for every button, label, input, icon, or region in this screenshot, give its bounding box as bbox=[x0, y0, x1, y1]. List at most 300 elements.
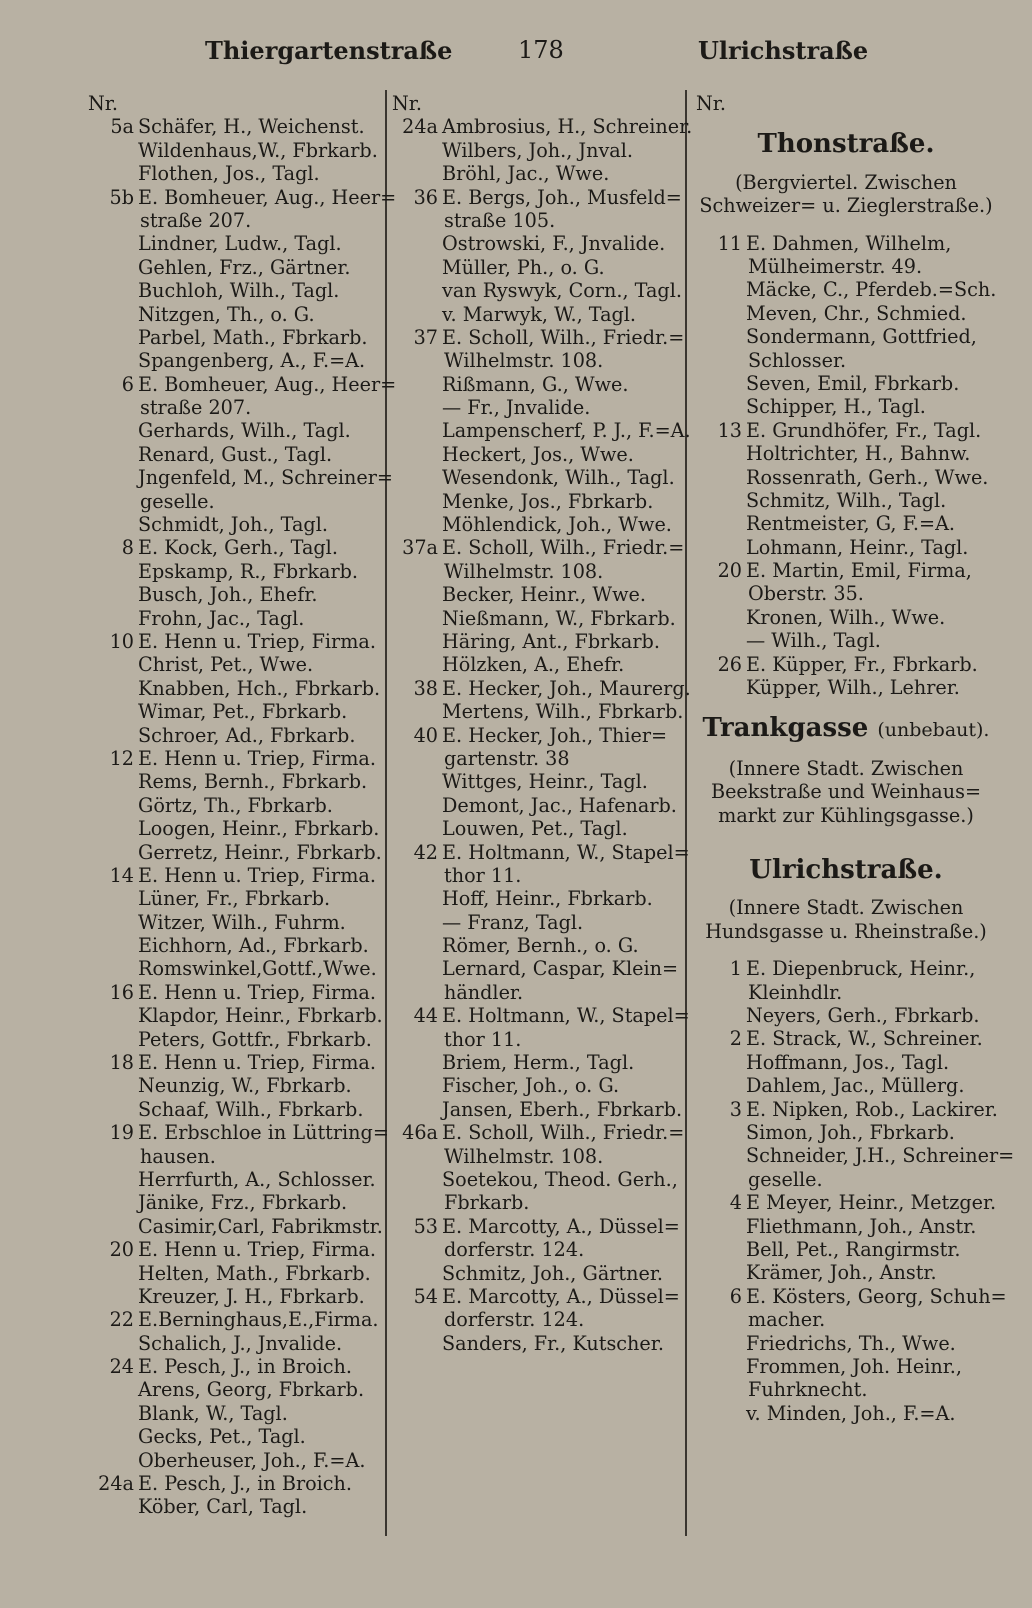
section-spacer bbox=[696, 218, 996, 232]
directory-entry bbox=[696, 957, 996, 980]
entry-text: geselle. bbox=[140, 489, 215, 513]
entry-text: thor 11. bbox=[444, 863, 522, 887]
directory-entry bbox=[88, 1191, 388, 1214]
entry-text: Schmitz, Joh., Gärtner. bbox=[442, 1261, 664, 1285]
directory-entry bbox=[88, 1472, 388, 1495]
directory-entry bbox=[88, 1168, 388, 1191]
house-number: 24a bbox=[402, 115, 438, 139]
directory-entry bbox=[88, 419, 388, 442]
directory-entry bbox=[392, 396, 682, 419]
directory-entry bbox=[88, 770, 388, 793]
entry-text: E. Scholl, Wilh., Friedr.= bbox=[442, 1121, 685, 1145]
directory-entry bbox=[392, 700, 682, 723]
house-number: 10 bbox=[109, 629, 134, 653]
entry-text: E. Henn u. Triep, Firma. bbox=[138, 1051, 376, 1075]
directory-entry bbox=[392, 724, 682, 747]
entry-text: Bröhl, Jac., Wwe. bbox=[442, 162, 610, 186]
directory-entry bbox=[88, 1262, 388, 1285]
entry-text: Hoffmann, Jos., Tagl. bbox=[746, 1050, 950, 1074]
page-number: 178 bbox=[518, 36, 564, 64]
entry-text: geselle. bbox=[748, 1167, 823, 1191]
entry-text: E. Henn u. Triep, Firma. bbox=[138, 746, 376, 770]
entry-text: Herrfurth, A., Schlosser. bbox=[138, 1167, 376, 1191]
entry-text: Simon, Joh., Fbrkarb. bbox=[746, 1121, 955, 1144]
directory-entry bbox=[88, 607, 388, 630]
directory-entry bbox=[696, 676, 996, 699]
entry-text: Fuhrknecht. bbox=[748, 1378, 868, 1402]
entry-text: Küpper, Wilh., Lehrer. bbox=[746, 676, 960, 700]
house-number: 12 bbox=[109, 746, 134, 770]
column-head: Nr. bbox=[696, 92, 726, 115]
directory-entry bbox=[696, 559, 996, 582]
entry-text: — Franz, Tagl. bbox=[442, 910, 584, 934]
entry-text: Briem, Herm., Tagl. bbox=[442, 1051, 635, 1075]
directory-entry bbox=[88, 911, 388, 934]
entry-text: E.Berninghaus,E.,Firma. bbox=[138, 1308, 379, 1332]
entry-text: Ambrosius, H., Schreiner. bbox=[442, 115, 693, 139]
entry-continuation bbox=[392, 349, 682, 372]
column-1 bbox=[88, 92, 397, 1519]
directory-entry bbox=[88, 1449, 388, 1472]
entry-text: E. Erbschloe in Lüttring= bbox=[138, 1121, 389, 1145]
entry-text: Seven, Emil, Fbrkarb. bbox=[746, 371, 960, 395]
directory-entry bbox=[88, 162, 388, 185]
street-description: (Innere Stadt. Zwischen Hundsgasse u. Rheinstraße.) bbox=[705, 896, 987, 943]
directory-entry bbox=[88, 536, 388, 559]
entry-text: Wilhelmstr. 108. bbox=[444, 559, 604, 583]
entry-text: Wesendonk, Wilh., Tagl. bbox=[442, 466, 675, 490]
directory-entry bbox=[392, 630, 682, 653]
directory-entry bbox=[88, 677, 388, 700]
entry-text: Mülheimerstr. 49. bbox=[748, 255, 923, 278]
entry-text: Römer, Bernh., o. G. bbox=[442, 934, 639, 958]
entry-continuation bbox=[392, 1191, 682, 1214]
directory-entry bbox=[392, 1332, 682, 1355]
entry-text: straße 207. bbox=[140, 396, 252, 420]
entry-text: E. Grundhöfer, Fr., Tagl. bbox=[746, 418, 982, 442]
entry-text: E Meyer, Heinr., Metzger. bbox=[746, 1191, 997, 1215]
entry-text: Lohmann, Heinr., Tagl. bbox=[746, 535, 969, 559]
directory-entry bbox=[392, 536, 685, 560]
directory-entry bbox=[88, 443, 388, 466]
directory-entry bbox=[696, 1261, 996, 1284]
entry-text: dorferstr. 124. bbox=[444, 1308, 585, 1332]
directory-entry bbox=[88, 724, 388, 747]
directory-entry bbox=[88, 185, 397, 209]
entry-text: Spangenberg, A., F.=A. bbox=[138, 349, 366, 373]
entry-text: Bell, Pet., Rangirmstr. bbox=[746, 1237, 961, 1261]
directory-entry bbox=[88, 887, 388, 910]
house-number: 3 bbox=[729, 1097, 742, 1121]
entry-text: Epskamp, R., Fbrkarb. bbox=[138, 559, 359, 583]
house-number: 38 bbox=[413, 676, 438, 700]
entry-continuation bbox=[392, 1145, 682, 1168]
entry-text: Kronen, Wilh., Wwe. bbox=[746, 605, 946, 629]
entry-text: Peters, Gottfr., Fbrkarb. bbox=[138, 1027, 372, 1051]
entry-text: v. Marwyk, W., Tagl. bbox=[442, 302, 637, 326]
directory-entry bbox=[88, 139, 388, 162]
entry-text: Ostrowski, F., Jnvalide. bbox=[442, 232, 666, 256]
entry-text: E. Marcotty, A., Düssel= bbox=[442, 1214, 680, 1238]
directory-entry bbox=[392, 934, 682, 957]
entry-text: Lindner, Ludw., Tagl. bbox=[138, 232, 342, 256]
entry-text: Helten, Math., Fbrkarb. bbox=[138, 1261, 371, 1285]
directory-entry bbox=[696, 1355, 996, 1378]
directory-entry bbox=[88, 1355, 388, 1378]
entry-text: Wilbers, Joh., Jnval. bbox=[442, 138, 633, 162]
house-number: 13 bbox=[717, 418, 742, 442]
house-number: 20 bbox=[717, 559, 742, 583]
entry-text: Wildenhaus,W., Fbrkarb. bbox=[138, 138, 378, 162]
entry-continuation bbox=[696, 1168, 996, 1191]
directory-entry bbox=[392, 466, 682, 489]
directory-entry bbox=[88, 700, 388, 723]
entry-text: Oberheuser, Joh., F.=A. bbox=[138, 1448, 366, 1472]
entry-text: Parbel, Math., Fbrkarb. bbox=[138, 325, 368, 349]
directory-entry bbox=[88, 841, 388, 864]
directory-entry bbox=[88, 1215, 388, 1238]
street-section-title bbox=[696, 841, 996, 896]
entry-text: Schalich, J., Jnvalide. bbox=[138, 1331, 343, 1355]
entry-text: Frohn, Jac., Tagl. bbox=[138, 606, 305, 630]
directory-entry bbox=[696, 419, 996, 442]
directory-entry bbox=[88, 1004, 388, 1027]
house-number: 5a bbox=[110, 115, 134, 139]
entry-text: Sondermann, Gottfried, bbox=[746, 325, 977, 349]
section-spacer bbox=[696, 943, 996, 957]
directory-entry bbox=[88, 1098, 388, 1121]
entry-text: Köber, Carl, Tagl. bbox=[138, 1495, 308, 1519]
directory-entry bbox=[88, 326, 388, 349]
entry-text: Arens, Georg, Fbrkarb. bbox=[138, 1378, 365, 1402]
entry-text: Schlosser. bbox=[748, 348, 847, 372]
entry-text: Neunzig, W., Fbrkarb. bbox=[138, 1074, 352, 1098]
entry-text: Wilhelmstr. 108. bbox=[444, 349, 604, 373]
directory-entry bbox=[392, 607, 682, 630]
house-number: 18 bbox=[109, 1051, 134, 1075]
entry-text: Lüner, Fr., Fbrkarb. bbox=[138, 887, 331, 911]
column-head: Nr. bbox=[88, 92, 118, 115]
house-number: 37a bbox=[402, 536, 438, 560]
entry-text: Knabben, Hch., Fbrkarb. bbox=[138, 676, 381, 700]
directory-entry bbox=[88, 747, 388, 770]
entry-text: E. Küpper, Fr., Fbrkarb. bbox=[746, 652, 978, 676]
directory-entry bbox=[88, 653, 388, 676]
house-number: 54 bbox=[413, 1284, 438, 1308]
entry-continuation bbox=[392, 1028, 682, 1051]
directory-entry bbox=[392, 443, 682, 466]
directory-entry bbox=[88, 560, 388, 583]
street-section-title bbox=[696, 115, 996, 170]
entry-text: E. Martin, Emil, Firma, bbox=[746, 559, 972, 583]
entry-text: Jngenfeld, M., Schreiner= bbox=[138, 466, 393, 490]
entry-continuation bbox=[392, 560, 682, 583]
entry-text: E. Diepenbruck, Heinr., bbox=[746, 957, 976, 981]
house-number: 1 bbox=[729, 957, 742, 981]
column-2 bbox=[392, 92, 693, 1355]
entry-text: E. Kock, Gerh., Tagl. bbox=[138, 536, 338, 560]
directory-entry bbox=[88, 466, 393, 490]
entry-text: E. Scholl, Wilh., Friedr.= bbox=[442, 536, 685, 560]
directory-entry bbox=[696, 1098, 996, 1121]
directory-entry bbox=[88, 1308, 388, 1331]
entry-text: Renard, Gust., Tagl. bbox=[138, 442, 333, 466]
directory-entry bbox=[392, 115, 693, 139]
directory-entry bbox=[88, 279, 388, 302]
directory-entry bbox=[88, 372, 397, 396]
entry-continuation bbox=[88, 396, 388, 419]
directory-entry bbox=[88, 1074, 388, 1097]
entry-text: E. Pesch, J., in Broich. bbox=[138, 1472, 353, 1496]
directory-entry bbox=[696, 1402, 996, 1425]
directory-entry bbox=[696, 1332, 996, 1355]
entry-text: Schmidt, Joh., Tagl. bbox=[138, 513, 328, 537]
entry-text: van Ryswyk, Corn., Tagl. bbox=[442, 279, 682, 303]
entry-text: Möhlendick, Joh., Wwe. bbox=[442, 513, 672, 537]
entry-text: E. Bomheuer, Aug., Heer= bbox=[138, 185, 397, 209]
entry-text: Holtrichter, H., Bahnw. bbox=[746, 442, 971, 466]
entry-text: Gerretz, Heinr., Fbrkarb. bbox=[138, 840, 382, 864]
entry-text: Klapdor, Heinr., Fbrkarb. bbox=[138, 1004, 383, 1028]
directory-entry bbox=[88, 1238, 388, 1261]
entry-text: Friedrichs, Th., Wwe. bbox=[746, 1331, 956, 1355]
directory-entry bbox=[392, 325, 685, 349]
directory-entry bbox=[88, 513, 388, 536]
entry-text: thor 11. bbox=[444, 1027, 522, 1051]
entry-text: dorferstr. 124. bbox=[444, 1238, 585, 1262]
directory-entry bbox=[88, 1051, 388, 1074]
house-number: 6 bbox=[121, 372, 134, 396]
house-number: 24 bbox=[109, 1355, 134, 1379]
directory-entry bbox=[696, 653, 996, 676]
entry-text: E. Dahmen, Wilhelm, bbox=[746, 231, 952, 255]
directory-entry bbox=[392, 794, 682, 817]
directory-entry bbox=[88, 864, 388, 887]
street-description: (Bergviertel. Zwischen Schweizer= u. Zieglerstraße.) bbox=[699, 170, 993, 218]
directory-entry bbox=[88, 981, 388, 1004]
header-right-street: Ulrichstraße bbox=[698, 36, 869, 65]
house-number: 37 bbox=[413, 325, 438, 349]
directory-entry bbox=[696, 1027, 996, 1050]
directory-entry bbox=[696, 512, 996, 535]
entry-text: macher. bbox=[748, 1308, 826, 1332]
directory-entry bbox=[696, 1284, 1007, 1308]
directory-entry bbox=[88, 1121, 388, 1144]
directory-entry bbox=[696, 1191, 996, 1214]
entry-text: Becker, Heinr., Wwe. bbox=[442, 583, 646, 607]
entry-continuation bbox=[696, 255, 996, 278]
entry-text: Schmitz, Wilh., Tagl. bbox=[746, 488, 947, 512]
entry-continuation bbox=[696, 582, 996, 605]
entry-continuation bbox=[696, 349, 996, 372]
directory-entry bbox=[392, 887, 682, 910]
house-number: 11 bbox=[717, 231, 742, 255]
entry-text: Wittges, Heinr., Tagl. bbox=[442, 770, 648, 794]
directory-entry bbox=[392, 419, 691, 443]
entry-text: Kleinhdlr. bbox=[748, 980, 843, 1004]
entry-text: Hölzken, A., Ehefr. bbox=[442, 653, 625, 677]
header-left-street: Thiergartenstraße bbox=[205, 36, 453, 65]
entry-continuation bbox=[392, 209, 682, 232]
entry-text: — Wilh., Tagl. bbox=[746, 629, 881, 653]
house-number: 16 bbox=[109, 980, 134, 1004]
entry-continuation bbox=[392, 1308, 682, 1331]
entry-text: Witzer, Wilh., Fuhrm. bbox=[138, 910, 346, 934]
entry-text: Rems, Bernh., Fbrkarb. bbox=[138, 770, 368, 794]
directory-entry bbox=[696, 1238, 996, 1261]
entry-text: Fbrkarb. bbox=[444, 1191, 530, 1215]
entry-text: Neyers, Gerh., Fbrkarb. bbox=[746, 1004, 980, 1028]
directory-entry bbox=[88, 1378, 388, 1401]
entry-text: Gerhards, Wilh., Tagl. bbox=[138, 419, 351, 443]
directory-entry bbox=[88, 1285, 388, 1308]
house-number: 24a bbox=[98, 1472, 134, 1496]
directory-entry bbox=[696, 536, 996, 559]
house-number: 44 bbox=[413, 1004, 438, 1028]
entry-text: Schroer, Ad., Fbrkarb. bbox=[138, 723, 356, 747]
entry-continuation bbox=[88, 490, 388, 513]
entry-text: E. Pesch, J., in Broich. bbox=[138, 1355, 353, 1379]
house-number: 26 bbox=[717, 652, 742, 676]
directory-entry bbox=[392, 1051, 682, 1074]
entry-text: Heckert, Jos., Wwe. bbox=[442, 442, 634, 466]
house-number: 8 bbox=[121, 536, 134, 560]
directory-entry bbox=[392, 1285, 682, 1308]
street-section-title bbox=[696, 699, 996, 756]
directory-entry bbox=[88, 817, 388, 840]
entry-text: E. Bergs, Joh., Musfeld= bbox=[442, 185, 682, 209]
house-number: 40 bbox=[413, 723, 438, 747]
directory-entry bbox=[392, 1074, 682, 1097]
street-note: (unbebaut). bbox=[877, 719, 990, 742]
directory-entry bbox=[696, 372, 996, 395]
street-name: Ulrichstraße. bbox=[749, 855, 943, 886]
entry-text: E. Holtmann, W., Stapel= bbox=[442, 840, 690, 864]
directory-entry bbox=[392, 817, 682, 840]
entry-text: Fischer, Joh., o. G. bbox=[442, 1074, 620, 1098]
entry-text: Hoff, Heinr., Fbrkarb. bbox=[442, 887, 653, 911]
directory-entry bbox=[696, 466, 996, 489]
entry-text: Menke, Jos., Fbrkarb. bbox=[442, 489, 654, 513]
entry-text: Mäcke, C., Pferdeb.=Sch. bbox=[746, 278, 997, 302]
house-number: 5b bbox=[109, 185, 134, 209]
directory-entry bbox=[392, 256, 682, 279]
entry-text: Krämer, Joh., Anstr. bbox=[746, 1261, 937, 1285]
directory-entry bbox=[696, 325, 996, 348]
directory-entry bbox=[88, 934, 388, 957]
house-number: 42 bbox=[413, 840, 438, 864]
directory-entry bbox=[696, 1074, 996, 1097]
street-name: Trankgasse bbox=[702, 713, 869, 744]
column-divider bbox=[685, 90, 687, 1536]
entry-text: E. Nipken, Rob., Lackirer. bbox=[746, 1097, 998, 1121]
entry-text: straße 207. bbox=[140, 208, 252, 232]
directory-entry bbox=[696, 1144, 1015, 1168]
entry-text: Görtz, Th., Fbrkarb. bbox=[138, 793, 333, 817]
directory-entry bbox=[696, 629, 996, 652]
street-name: Thonstraße. bbox=[757, 129, 935, 160]
entry-text: Frommen, Joh. Heinr., bbox=[746, 1354, 962, 1378]
directory-entry bbox=[696, 489, 996, 512]
entry-text: Romswinkel,Gottf.,Wwe. bbox=[138, 957, 377, 981]
entry-text: E. Henn u. Triep, Firma. bbox=[138, 980, 376, 1004]
entry-text: Christ, Pet., Wwe. bbox=[138, 653, 314, 677]
entry-text: Häring, Ant., Fbrkarb. bbox=[442, 629, 660, 653]
entry-text: Jansen, Eberh., Fbrkarb. bbox=[442, 1097, 683, 1121]
entry-text: Rißmann, G., Wwe. bbox=[442, 372, 629, 396]
street-description: (Innere Stadt. Zwischen Beekstraße und Weinhaus= markt zur Kühlingsgasse.) bbox=[710, 756, 982, 827]
entry-text: Rentmeister, G, F.=A. bbox=[746, 512, 956, 536]
entry-continuation bbox=[392, 1238, 682, 1261]
house-number: 22 bbox=[109, 1308, 134, 1332]
entry-text: Fliethmann, Joh., Anstr. bbox=[746, 1214, 977, 1238]
entry-text: Dahlem, Jac., Müllerg. bbox=[746, 1074, 965, 1098]
entry-text: E. Henn u. Triep, Firma. bbox=[138, 629, 376, 653]
house-number: 14 bbox=[109, 863, 134, 887]
entry-text: Schipper, H., Tagl. bbox=[746, 395, 926, 419]
directory-entry bbox=[88, 115, 388, 138]
entry-text: gartenstr. 38 bbox=[444, 746, 570, 770]
entry-continuation bbox=[88, 1145, 388, 1168]
directory-entry bbox=[88, 1332, 388, 1355]
directory-entry bbox=[392, 139, 682, 162]
entry-text: Lampenscherf, P. J., F.=A. bbox=[442, 419, 691, 443]
directory-entry bbox=[696, 1004, 996, 1027]
directory-entry bbox=[696, 278, 996, 301]
directory-entry bbox=[392, 583, 682, 606]
entry-text: E. Henn u. Triep, Firma. bbox=[138, 863, 376, 887]
directory-entry bbox=[392, 770, 682, 793]
directory-entry bbox=[392, 303, 682, 326]
entry-text: Loogen, Heinr., Fbrkarb. bbox=[138, 817, 380, 841]
directory-entry bbox=[696, 302, 996, 325]
house-number: 6 bbox=[729, 1284, 742, 1308]
entry-text: Rossenrath, Gerh., Wwe. bbox=[746, 465, 989, 489]
directory-entry bbox=[392, 1215, 682, 1238]
directory-entry bbox=[392, 162, 682, 185]
entry-text: Soetekou, Theod. Gerh., bbox=[442, 1167, 678, 1191]
directory-entry bbox=[392, 1121, 685, 1145]
entry-text: Busch, Joh., Ehefr. bbox=[138, 583, 318, 607]
entry-text: Flothen, Jos., Tagl. bbox=[138, 162, 320, 186]
directory-entry bbox=[88, 256, 388, 279]
directory-entry bbox=[696, 1215, 996, 1238]
entry-text: E. Marcotty, A., Düssel= bbox=[442, 1284, 680, 1308]
entry-text: Schäfer, H., Weichenst. bbox=[138, 115, 365, 139]
directory-entry bbox=[392, 1004, 690, 1028]
house-number: 36 bbox=[413, 185, 438, 209]
entry-text: Lernard, Caspar, Klein= bbox=[442, 957, 679, 981]
section-spacer bbox=[696, 827, 996, 841]
entry-text: — Fr., Jnvalide. bbox=[442, 396, 591, 420]
directory-entry bbox=[392, 653, 682, 676]
entry-text: E. Hecker, Joh., Maurerg. bbox=[442, 676, 691, 700]
directory-entry bbox=[88, 1425, 388, 1448]
entry-text: Blank, W., Tagl. bbox=[138, 1401, 288, 1425]
entry-text: Kreuzer, J. H., Fbrkarb. bbox=[138, 1284, 365, 1308]
entry-text: Buchloh, Wilh., Tagl. bbox=[138, 279, 340, 303]
entry-text: Demont, Jac., Hafenarb. bbox=[442, 793, 677, 817]
directory-entry bbox=[392, 1262, 682, 1285]
directory-entry bbox=[696, 1051, 996, 1074]
house-number: 4 bbox=[729, 1191, 742, 1215]
directory-entry bbox=[392, 490, 682, 513]
entry-text: E. Kösters, Georg, Schuh= bbox=[746, 1284, 1007, 1308]
directory-entry bbox=[392, 279, 682, 302]
directory-entry bbox=[392, 186, 682, 209]
entry-text: Sanders, Fr., Kutscher. bbox=[442, 1331, 664, 1355]
entry-text: E. Scholl, Wilh., Friedr.= bbox=[442, 325, 685, 349]
